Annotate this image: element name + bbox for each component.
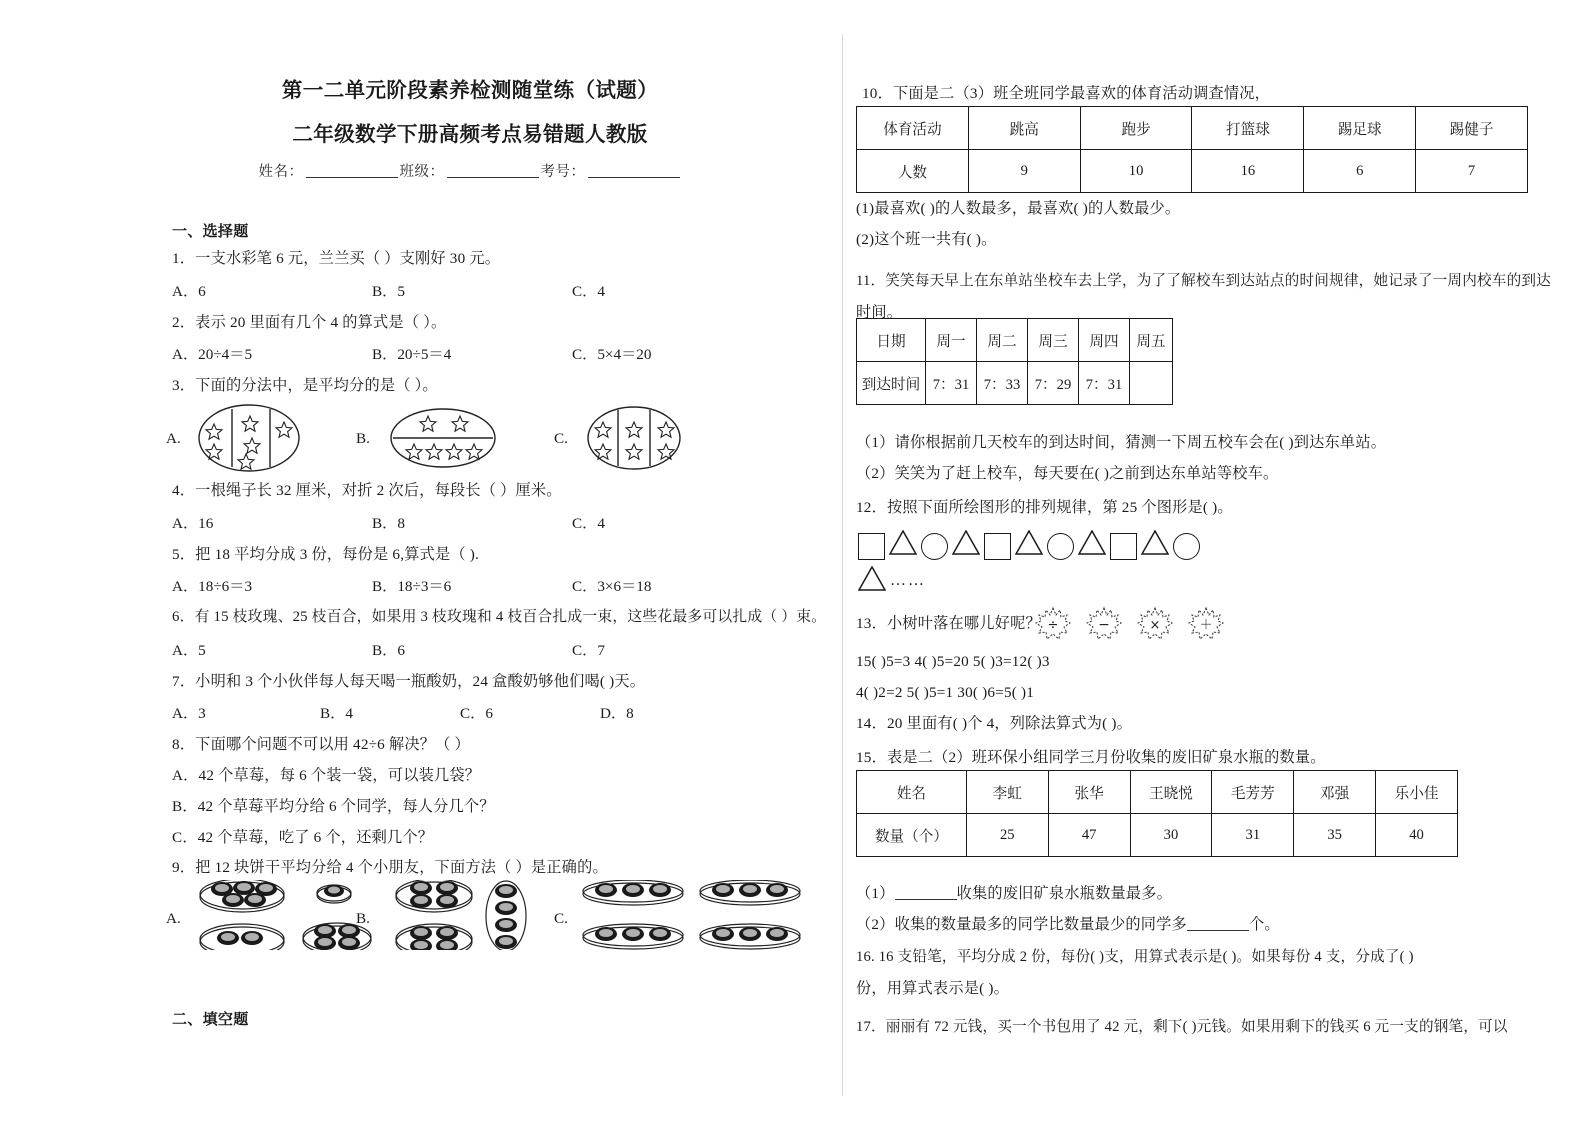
q2-option-c[interactable]: C．5×4＝20 (572, 346, 652, 363)
q8-option-c[interactable]: C．42 个草莓，吃了 6 个，还剩几个？ (172, 829, 434, 846)
table-row (857, 107, 1528, 150)
q8-option-a[interactable]: A．42 个草莓，每 6 个装一袋，可以装几袋？ (172, 767, 481, 784)
section-heading-choice: 一、选择题 (172, 222, 249, 240)
question-12-text: 12．按照下面所绘图形的排列规律，第 25 个图形是( )。 (856, 499, 1233, 516)
svg-text:＋: ＋ (1199, 618, 1213, 633)
cell-name-2: 张华 (1048, 771, 1130, 814)
cell-activity-1: 跳高 (968, 107, 1080, 150)
sports-survey-table (856, 106, 1528, 193)
bus-arrival-table (856, 318, 1173, 405)
q15-sub2-prefix: （2）收集的数量最多的同学比数量最少的同学多 (856, 916, 1187, 934)
cell-qty-4: 31 (1212, 814, 1294, 857)
cell-arrival-1: 7：31 (926, 362, 977, 405)
q2-option-b[interactable]: B．20÷5＝4 (372, 346, 452, 363)
cell-count-5: 7 (1416, 150, 1528, 193)
q4-option-c[interactable]: C．4 (572, 515, 605, 532)
leaf-icon-divide[interactable] (1034, 606, 1072, 647)
question-13-line2[interactable]: 4( )2=2 5( )5=1 30( )6=5( )1 (856, 684, 1035, 701)
cell-day-1: 周一 (926, 319, 977, 362)
cell-arrival-4: 7：31 (1079, 362, 1130, 405)
cell-name-4: 毛芳芳 (1212, 771, 1294, 814)
question-2-text: 2．表示 20 里面有几个 4 的算式是（ ）。 (172, 314, 447, 331)
question-13-leaf-icons (1034, 606, 1225, 647)
question-9-text: 9．把 12 块饼干平均分给 4 个小朋友，下面方法（ ）是正确的。 (172, 859, 608, 876)
cell-name-1: 李虹 (966, 771, 1048, 814)
cell-qty-3: 30 (1130, 814, 1212, 857)
exam-label: 考号： (540, 164, 586, 180)
cell-activity-3: 打篮球 (1192, 107, 1304, 150)
table-row (857, 150, 1528, 193)
q1-option-a[interactable]: A．6 (172, 283, 206, 300)
leaf-icon-minus[interactable] (1085, 606, 1123, 647)
question-3-figures (166, 402, 826, 474)
cell-arrival-2: 7：33 (977, 362, 1028, 405)
question-17-line1[interactable]: 17．丽丽有 72 元钱，买一个书包用了 42 元，剩下( )元钱。如果用剩下的钱买 6 元一支的钢笔，可以 (856, 1019, 1508, 1035)
circle-icon (1047, 533, 1074, 560)
question-16-line1[interactable]: 16. 16 支铅笔，平均分成 2 份，每份( )支，用算式表示是( )。如果每份 4 支，分成了( ) (856, 949, 1414, 965)
question-10-sub2[interactable]: (2)这个班一共有( )。 (856, 231, 997, 248)
triangle-icon (1015, 530, 1043, 560)
q7-option-a[interactable]: A．3 (172, 705, 206, 722)
cell-qty-2: 47 (1048, 814, 1130, 857)
question-1-text: 1．一支水彩笔 6 元，兰兰买（ ）支刚好 30 元。 (172, 250, 501, 267)
cell-name-5: 邓强 (1294, 771, 1376, 814)
q15-sub1-prefix: （1） (856, 885, 895, 903)
cell-activity-header: 体育活动 (857, 107, 969, 150)
question-11-sub1[interactable]: （1）请你根据前几天校车的到达时间，猜测一下周五校车会在( )到达东单站。 (856, 434, 1387, 451)
question-5-text: 5．把 18 平均分成 3 份，每份是 6,算式是（ ). (172, 546, 480, 563)
question-8-text: 8．下面哪个问题不可以用 42÷6 解决？（ ） (172, 736, 470, 753)
q1-option-c[interactable]: C．4 (572, 283, 605, 300)
cell-qty-1: 25 (966, 814, 1048, 857)
question-7-text: 7．小明和 3 个小伙伴每人每天喝一瓶酸奶，24 盒酸奶够他们喝( )天。 (172, 673, 646, 690)
q9-figure-b[interactable] (384, 880, 544, 950)
table-row (857, 814, 1458, 857)
cell-day-5: 周五 (1130, 319, 1173, 362)
q6-option-c[interactable]: C．7 (572, 642, 605, 659)
q6-option-b[interactable]: B．6 (372, 642, 405, 659)
table-row (857, 319, 1173, 362)
q15-sub2-suffix: 个。 (1248, 916, 1280, 934)
left-column (120, 0, 827, 1122)
q3-label-c: C. (554, 430, 568, 447)
q9-figure-a[interactable] (192, 880, 372, 950)
q3-figure-a[interactable] (192, 402, 307, 474)
q8-option-b[interactable]: B．42 个草莓平均分给 6 个同学，每人分几个？ (172, 798, 495, 815)
q2-option-a[interactable]: A．20÷4＝5 (172, 346, 253, 363)
leaf-icon-multiply[interactable] (1136, 606, 1174, 647)
svg-text:−: − (1098, 617, 1110, 633)
q3-label-a: A. (166, 430, 181, 447)
cell-count-1: 9 (968, 150, 1080, 193)
table-row (857, 771, 1458, 814)
square-icon (858, 533, 885, 560)
leaf-icon-plus[interactable] (1187, 606, 1225, 647)
q5-option-a[interactable]: A．18÷6＝3 (172, 578, 253, 595)
question-9-figures (166, 882, 826, 952)
question-15-text: 15．表是二（2）班环保小组同学三月份收集的废旧矿泉水瓶的数量。 (856, 749, 1326, 766)
class-blank[interactable] (447, 163, 539, 179)
cell-arrival-3: 7：29 (1028, 362, 1079, 405)
triangle-icon (858, 566, 886, 596)
q3-figure-b[interactable] (384, 402, 502, 474)
triangle-icon (952, 530, 980, 560)
q5-option-c[interactable]: C．3×6＝18 (572, 578, 652, 595)
class-label: 班级： (399, 164, 445, 180)
cell-name-6: 乐小佳 (1376, 771, 1458, 814)
question-11-sub2[interactable]: （2）笑笑为了赶上校车，每天要在( )之前到达东单站等校车。 (856, 465, 1279, 482)
right-column (842, 0, 1551, 1122)
cell-qty-header: 数量（个） (857, 814, 967, 857)
name-blank[interactable] (306, 163, 398, 179)
cell-activity-4: 踢足球 (1304, 107, 1416, 150)
svg-text:÷: ÷ (1047, 618, 1059, 633)
triangle-icon (889, 530, 917, 560)
question-15-sub1[interactable] (856, 884, 1172, 904)
q9-label-b: B. (356, 910, 370, 927)
question-15-sub2[interactable] (856, 915, 1280, 935)
q9-label-a: A. (166, 910, 181, 927)
exam-blank[interactable] (588, 163, 680, 179)
cell-name-header: 姓名 (857, 771, 967, 814)
q4-option-a[interactable]: A．16 (172, 515, 214, 532)
cell-arrival-5[interactable] (1130, 362, 1173, 405)
cell-count-4: 6 (1304, 150, 1416, 193)
section-heading-fill: 二、填空题 (172, 1010, 249, 1028)
q1-option-b[interactable]: B．5 (372, 283, 405, 300)
page-title-line2: 二年级数学下册高频考点易错题人教版 (292, 122, 648, 146)
question-10-text: 10．下面是二（3）班全班同学最喜欢的体育活动调查情况， (862, 85, 1271, 102)
cell-activity-2: 跑步 (1080, 107, 1192, 150)
circle-icon (1173, 533, 1200, 560)
q7-option-b[interactable]: B．4 (320, 705, 353, 722)
cell-count-3: 16 (1192, 150, 1304, 193)
question-14-text[interactable]: 14．20 里面有( )个 4，列除法算式为( )。 (856, 715, 1133, 732)
triangle-icon (1078, 530, 1106, 560)
question-13-text: 13．小树叶落在哪儿好呢？ (856, 615, 1041, 632)
question-16-line2[interactable]: 份，用算式表示是( )。 (856, 980, 1009, 997)
bottle-collection-table (856, 770, 1458, 857)
cell-day-4: 周四 (1079, 319, 1130, 362)
question-10-sub1[interactable]: (1)最喜欢( )的人数最多，最喜欢( )的人数最少。 (856, 200, 1181, 217)
square-icon (984, 533, 1011, 560)
cell-date-header: 日期 (857, 319, 926, 362)
q9-label-c: C. (554, 910, 568, 927)
square-icon (1110, 533, 1137, 560)
q3-label-b: B. (356, 430, 370, 447)
q6-option-a[interactable]: A．5 (172, 642, 206, 659)
question-3-text: 3．下面的分法中，是平均分的是（ ）。 (172, 377, 438, 394)
triangle-icon (1141, 530, 1169, 560)
cell-qty-6: 40 (1376, 814, 1458, 857)
q7-option-c[interactable]: C．6 (460, 705, 493, 722)
question-13-line1[interactable]: 15( )5=3 4( )5=20 5( )3=12( )3 (856, 653, 1050, 670)
cell-day-3: 周三 (1028, 319, 1079, 362)
cell-name-3: 王晓悦 (1130, 771, 1212, 814)
q15-sub2-blank[interactable] (1187, 915, 1249, 931)
cell-arrival-header: 到达时间 (857, 362, 926, 405)
cell-qty-5: 35 (1294, 814, 1376, 857)
q15-sub1-suffix: 收集的废旧矿泉水瓶数量最多。 (956, 885, 1173, 903)
cell-count-2: 10 (1080, 150, 1192, 193)
pattern-ellipsis: …… (890, 572, 926, 589)
cell-count-header: 人数 (857, 150, 969, 193)
q7-option-d[interactable]: D．8 (600, 705, 634, 722)
circle-icon (921, 533, 948, 560)
table-row (857, 362, 1173, 405)
question-11-text-line1: 11．笑笑每天早上在东单站坐校车去上学，为了了解校车到达站点的时间规律，她记录了一周内校车的到达 (856, 273, 1551, 289)
question-12-pattern-row2 (858, 566, 926, 596)
svg-text:×: × (1149, 618, 1161, 633)
q9-figure-c[interactable] (578, 880, 808, 950)
cell-activity-5: 踢健子 (1416, 107, 1528, 150)
cell-day-2: 周二 (977, 319, 1028, 362)
q15-sub1-blank[interactable] (895, 884, 957, 900)
question-4-text: 4．一根绳子长 32 厘米，对折 2 次后，每段长（ ）厘米。 (172, 482, 562, 499)
q3-figure-c[interactable] (578, 402, 690, 474)
question-6-text: 6．有 15 枝玫瑰、25 枝百合，如果用 3 枝玫瑰和 4 枝百合扎成一束，这些花最多可以扎成（ ）束。 (172, 609, 827, 625)
q4-option-b[interactable]: B．8 (372, 515, 405, 532)
question-11-text-line2: 时间。 (856, 304, 903, 321)
student-id-line (120, 160, 820, 181)
q5-option-b[interactable]: B．18÷3＝6 (372, 578, 452, 595)
question-12-pattern-row1 (858, 530, 1200, 560)
page-title-line1: 第一二单元阶段素养检测随堂练（试题） (281, 78, 659, 102)
name-label: 姓名： (258, 164, 304, 180)
